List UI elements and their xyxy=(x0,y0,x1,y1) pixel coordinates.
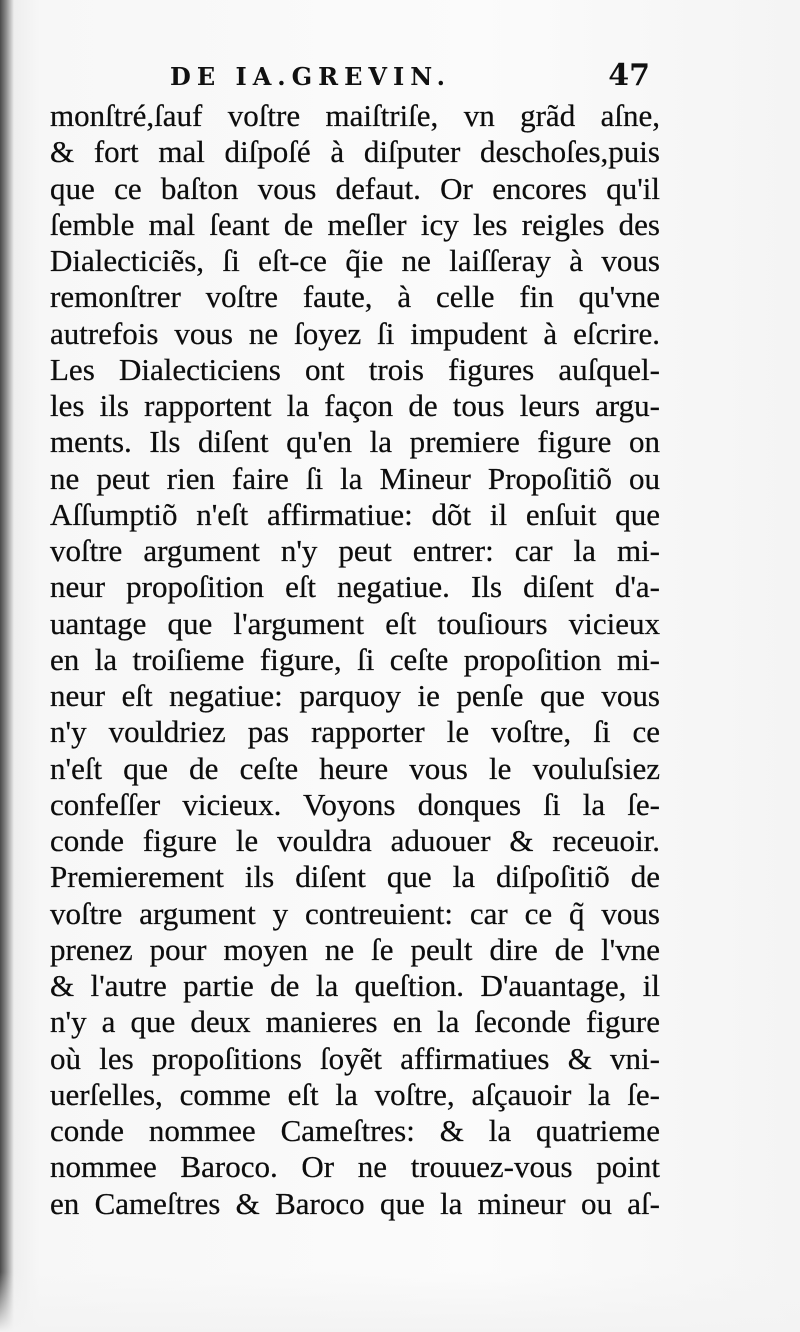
text-line: conde nommee Cameſtres: & la quatrieme xyxy=(50,1113,660,1148)
text-line: les ils rapportent la façon de tous leurs argu- xyxy=(50,388,660,423)
text-line: neur propoſition eſt negatiue. Ils diſent d'a- xyxy=(50,569,660,605)
text-line: en Cameſtres & Baroco que la mineur ou aſ- xyxy=(50,1185,660,1221)
text-line: uantage que l'argument eſt touſiours vicieux xyxy=(50,605,660,641)
text-line: nommee Baroco. Or ne trouuez-vous point xyxy=(50,1149,660,1185)
text-line: Premierement ils diſent que la diſpoſitiõ de xyxy=(50,859,660,895)
text-line: ments. Ils diſent qu'en la premiere figure on xyxy=(50,424,660,460)
text-line: voſtre argument n'y peut entrer: car la mi- xyxy=(50,533,660,568)
page-header xyxy=(52,56,662,100)
text-line: prenez pour moyen ne ſe peult dire de l'vne xyxy=(50,931,660,967)
text-line: & l'autre partie de la queſtion. D'auantage, il xyxy=(50,968,660,1003)
text-line: remonſtrer voſtre faute, à celle fin qu'vne xyxy=(50,279,660,315)
text-line: & fort mal diſpoſé à diſputer deschoſes,puis xyxy=(50,134,660,170)
text-line: voſtre argument y contreuient: car ce q̃ vous xyxy=(50,895,660,931)
text-line: uerſelles, comme eſt la voſtre, aſçauoir la ſe- xyxy=(50,1076,660,1112)
text-line: où les propoſitions ſoyẽt affirmatiues & vni- xyxy=(50,1040,660,1076)
body-text xyxy=(50,98,660,1222)
text-line: n'eſt que de ceſte heure vous le vouluſsiez xyxy=(50,750,660,786)
text-line: autrefois vous ne ſoyez ſi impudent à eſcrire. xyxy=(50,315,660,351)
text-line: Dialecticiẽs, ſi eſt-ce q̃ie ne laiſſeray à vous xyxy=(50,243,660,278)
text-line: conde figure le vouldra aduouer & receuoir. xyxy=(50,823,660,858)
page-number: 47 xyxy=(608,58,650,93)
text-line: confeſſer vicieux. Voyons donques ſi la ſe- xyxy=(50,786,660,822)
running-title: DE IA.GREVIN. xyxy=(170,62,452,91)
text-line: n'y vouldriez pas rapporter le voſtre, ſi ce xyxy=(50,714,660,750)
text-line: ſemble mal ſeant de meſler icy les reigles des xyxy=(50,206,660,242)
text-line: ne peut rien faire ſi la Mineur Propoſitiõ ou xyxy=(50,460,660,496)
text-line: en la troiſieme figure, ſi ceſte propoſition mi- xyxy=(50,641,660,677)
text-line: monſtré,ſauf voſtre maiſtriſe, vn grãd aſne, xyxy=(50,98,660,133)
text-line: n'y a que deux manieres en la ſeconde figure xyxy=(50,1004,660,1040)
text-line: que ce baſton vous defaut. Or encores qu'il xyxy=(50,170,660,206)
text-line: neur eſt negatiue: parquoy ie penſe que vous xyxy=(50,678,660,713)
text-line: Aſſumptiõ n'eſt affirmatiue: dõt il enſuit que xyxy=(50,496,660,532)
text-line: Les Dialecticiens ont trois figures auſquel- xyxy=(50,351,660,387)
